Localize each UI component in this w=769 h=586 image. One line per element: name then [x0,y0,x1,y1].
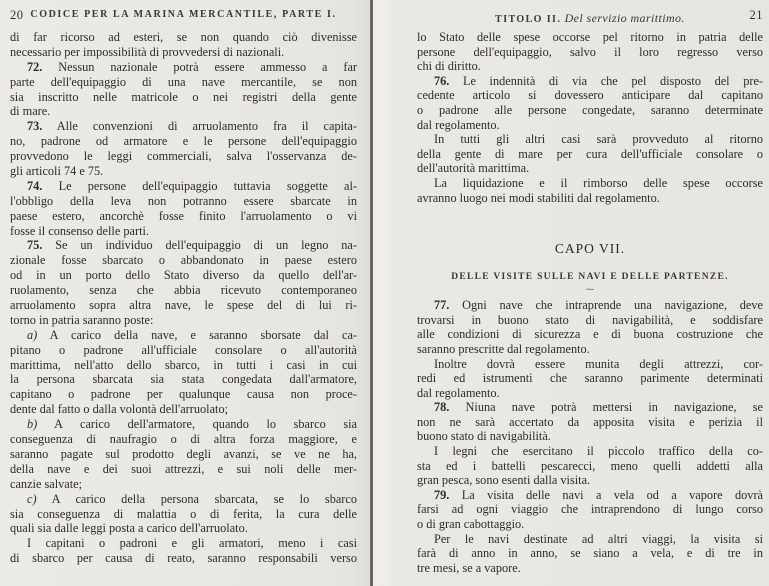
text-line: l'obbligo della leva non potranno essere sbarcate in [10,193,357,208]
text-line: 76. Le indennità di via che pel disposto del pre- [434,73,763,88]
article-number: 77. [434,298,450,313]
text-line: pitano o padrone all'ufficiale consolare o all'autorità [10,342,357,357]
text-line: I capitani o padroni e gli armatori, meno i casi [27,536,357,551]
list-letter: b) [27,417,38,432]
page-left-header [10,9,357,22]
text-line: gran pesca, sono esenti dalla visita. [417,473,591,488]
text-line: tre mesi, se a vapore. [417,560,521,575]
page-number-right: 21 [749,8,763,22]
text-line: necessario per impossibilità di provvedersi di nazionali. [10,44,285,59]
text-line: della nave e dei suoi attrezzi, e sui noli delle mer- [10,461,357,476]
text-line: Inoltre dovrà essere munita degli attrezzi, cor- [434,356,763,371]
running-title-right-italic: Del servizio marittimo. [561,11,685,25]
text-line: sta ed i battelli pescarecci, meno quelli addetti alla [417,458,763,473]
text-line: paese estero, ancorchè fosse finito l'arruolamento o vi [10,208,357,223]
running-title-right [417,9,763,27]
text-line: marittima, nell'atto dello sbarco, in tutti i casi in cui [10,357,357,372]
text-line: della gente di mare per cura dell'ufficiale consolare o [417,146,763,161]
text-line: od in un porto dello Stato diverso da quello dell'ar- [10,268,357,283]
text-line: gli articoli 74 e 75. [10,164,104,179]
text-line: saranno pagate sul prodotto degli avanzi, se ve ne ha, [10,446,357,461]
text-line: torno in patria saranno poste: [10,312,154,327]
text-line: 73. Alle convenzioni di arruolamento fra il capita- [27,119,357,134]
text-line: 79. La visita delle navi a vela od a vapore dovrà [434,487,763,502]
text-line: persone dell'equipaggio, salvo il loro regresso verso [417,44,763,59]
page-right-header [417,8,763,25]
text-line: c) A carico della persona sbarcata, se lo sbarco [27,491,357,506]
text-line: farà di anno in anno, se siano a vela, e di tre in [417,546,763,561]
text-line: 77. Ogni nave che intraprende una navigazione, deve [434,298,763,313]
text-line: provvedono le leggi commerciali, salva l'osservanza de- [10,149,357,164]
text-line: la persona sbarcata sia stata congedata dall'armatore, [10,372,357,387]
article-number: 74. [27,178,43,193]
text-line: I legni che esercitano il piccolo traffico della co- [434,444,763,459]
text-line: non ne sarà accertato da apposita visita e perizia il [417,414,763,429]
running-title-left: CODICE PER LA MARINA MERCANTILE, PARTE I. [30,9,337,20]
text-line: sia conseguenza di malattia o di ferita, la cura delle [10,506,357,521]
text-line: 75. Se un individuo dell'equipaggio di un legno na- [27,238,357,253]
article-number: 78. [434,400,450,415]
text-line: no, padrone od armatore e le persone dell'equipaggio [10,134,357,149]
text-line: o padrone alle persone congedate, saranno determinate [417,102,763,117]
text-line: 78. Niuna nave potrà mettersi in navigazione, se [434,400,763,415]
article-number: 76. [434,73,450,88]
ornament: ⁓ [585,284,595,295]
text-line: canzie salvate; [10,476,83,491]
text-line: capitano o padrone per qualunque causa non proce- [10,387,357,402]
running-title-right-caps: TITOLO II. [495,14,562,25]
page-left-text-column [10,30,357,566]
article-number: 72. [27,59,43,74]
text-line: La liquidazione e il rimborso delle spese occorse [434,175,763,190]
text-line: saranno prescritte dal regolamento. [417,341,590,356]
text-line: Per le navi destinate ad altri viaggi, la visita si [434,531,763,546]
page-right [373,0,769,586]
text-line: trovarsi in buono stato di navigabilità, e soddisfare [417,312,763,327]
text-line: buono stato di navigabilità. [417,429,551,444]
list-letter: a) [27,327,38,342]
text-line: o di gran cabottaggio. [417,517,525,532]
text-line: di far ricorso ad esteri, se non quando ciò divenisse [10,30,357,44]
text-line: fosse il consenso delle parti. [10,223,149,238]
text-line: avranno luogo nei modi stabiliti dal regolamento. [417,190,660,205]
text-line: b) A carico dell'armatore, quando lo sbarco sia [27,417,357,432]
text-line: a) A carico della nave, e saranno sborsate dal ca- [27,327,357,342]
text-line: dell'autorità marittima. [417,161,530,176]
chapter-heading: CAPO VII. [554,241,626,257]
text-line: zionale fosse sbarcato o abbandonato in paese estero [10,253,357,268]
text-line: lo Stato delle spese occorse pel ritorno in patria delle [417,30,763,44]
text-line: 72. Nessun nazionale potrà essere ammesso a far [27,59,357,74]
text-line: cedente articolo si dovessero anticipare dal capitano [417,88,763,103]
text-line: di sbarco per causa di reato, saranno responsabili verso [10,551,357,566]
text-line: dente dal fatto o dalla volontà dell'arruolato; [10,402,229,417]
text-line: In tutti gli altri casi sarà provveduto al ritorno [434,132,763,147]
page-number-left: 20 [10,8,24,22]
list-letter: c) [27,491,37,506]
text-line: 74. Le persone dell'equipaggio tuttavia soggette al- [27,178,357,193]
text-line: parte dell'equipaggio di una nave mercantile, se non [10,74,357,89]
article-number: 79. [434,487,450,502]
page-right-text-column [417,30,763,575]
text-line: quali sia dalle leggi posta a carico dell'arruolato. [10,521,248,536]
text-line: dal regolamento. [417,117,500,132]
text-line: ruolamento, senza che abbia ricevuto contemporaneo [10,283,357,298]
text-line: chi di diritto. [417,59,481,74]
text-line: alle condizioni di sicurezza e di buona costruzione che [417,327,763,342]
text-line: di mare. [10,104,51,119]
article-number: 75. [27,238,43,253]
text-line: redi ed istrumenti che saranno parimente determinati [417,371,763,386]
text-line: arruolamento sopra altra nave, le spese del di lui ri- [10,298,357,313]
text-line: farsi ad ogni viaggio che intraprendono di lungo corso [417,502,763,517]
text-line: dal regolamento. [417,385,500,400]
text-line: conseguenza di naufragio o di altra forza maggiore, e [10,432,357,447]
section-heading: DELLE VISITE SULLE NAVI E DELLE PARTENZE. [451,272,729,283]
article-number: 73. [27,119,43,134]
text-line: sia inscritto nelle matricole o nei registri della gente [10,89,357,104]
page-left [0,0,370,586]
